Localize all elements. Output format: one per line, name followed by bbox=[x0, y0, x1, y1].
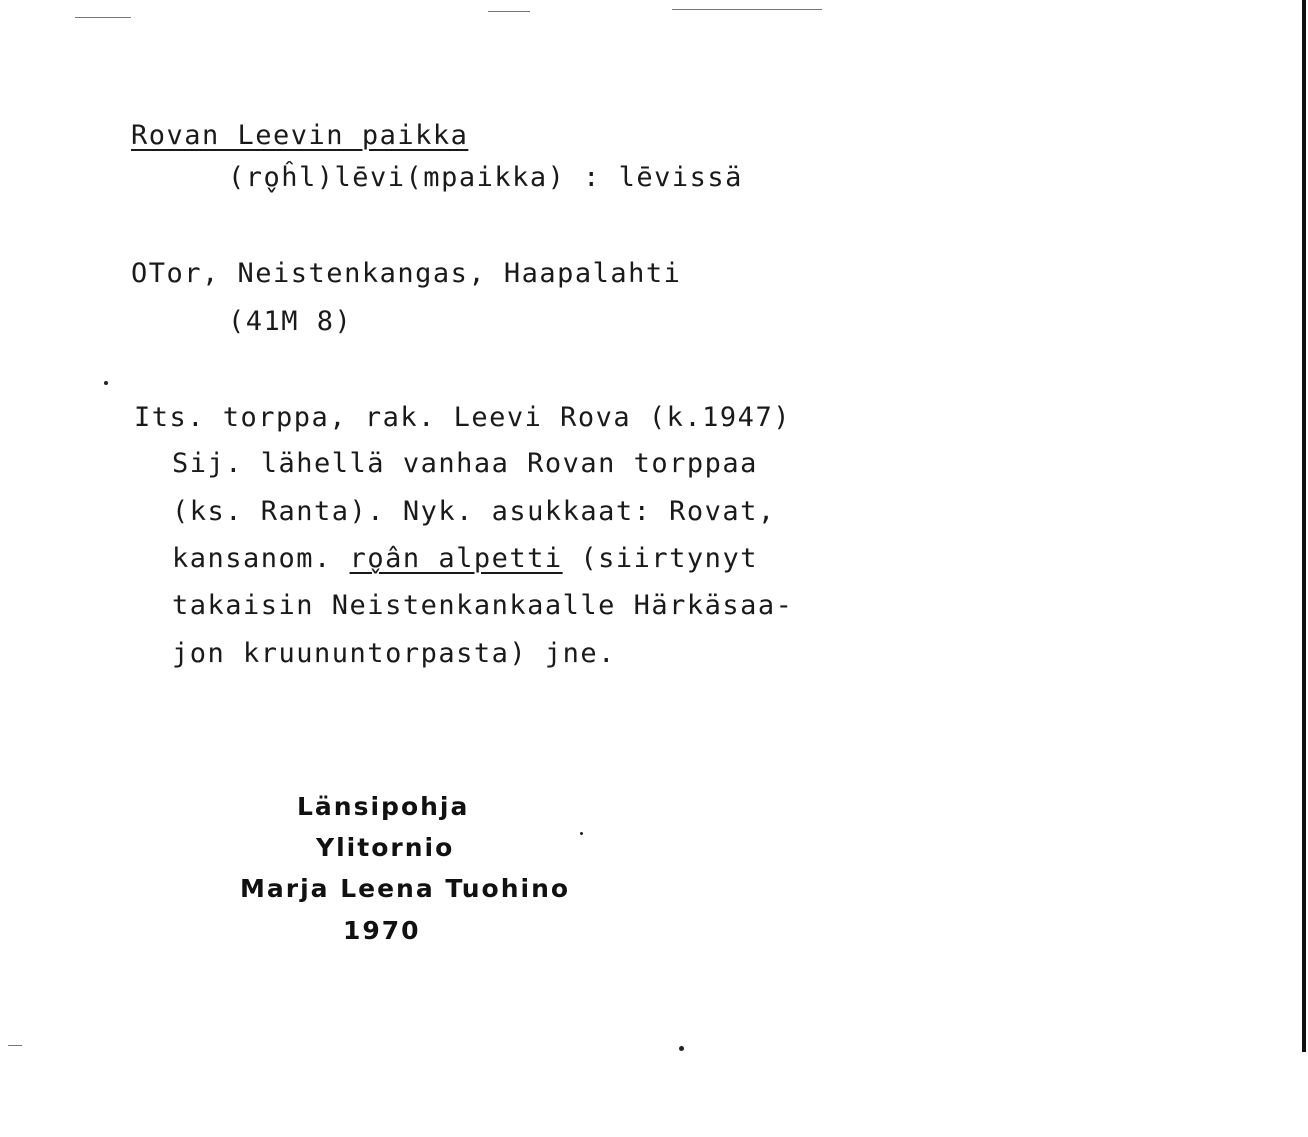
stamp-parish: Ylitornio bbox=[316, 833, 455, 862]
stamp-year: 1970 bbox=[343, 916, 421, 945]
underlined-name: ro̬ân alpetti bbox=[349, 543, 563, 574]
scan-mark bbox=[75, 17, 131, 18]
ink-speck bbox=[104, 381, 108, 385]
phonetic-form: (ro̬ĥl)lēvi(mpaikka) : lēvissä bbox=[228, 162, 743, 193]
body-line: (ks. Ranta). Nyk. asukkaat: Rovat, bbox=[172, 496, 776, 527]
location-line: OTor, Neistenkangas, Haapalahti bbox=[131, 258, 682, 289]
body-line: Its. torppa, rak. Leevi Rova (k.1947) bbox=[134, 402, 791, 433]
ink-speck bbox=[679, 1046, 684, 1051]
body-text: (siirtynyt bbox=[562, 543, 758, 574]
body-line bbox=[172, 543, 758, 575]
stamp-collector: Marja Leena Tuohino bbox=[240, 874, 571, 903]
card-heading: Rovan Leevin paikka bbox=[131, 120, 469, 151]
ink-speck bbox=[580, 832, 583, 835]
stamp-region: Länsipohja bbox=[297, 792, 470, 821]
map-reference: (41M 8) bbox=[228, 306, 353, 337]
body-text: kansanom. bbox=[172, 543, 350, 574]
body-line: Sij. lähellä vanhaa Rovan torppaa bbox=[172, 448, 758, 479]
scan-mark bbox=[8, 1045, 22, 1046]
card-right-edge bbox=[1302, 0, 1306, 1052]
body-line: takaisin Neistenkankaalle Härkäsaa- bbox=[172, 590, 794, 621]
body-line: jon kruununtorpasta) jne. bbox=[172, 638, 616, 669]
scan-mark bbox=[488, 11, 530, 12]
scan-mark bbox=[672, 9, 822, 10]
